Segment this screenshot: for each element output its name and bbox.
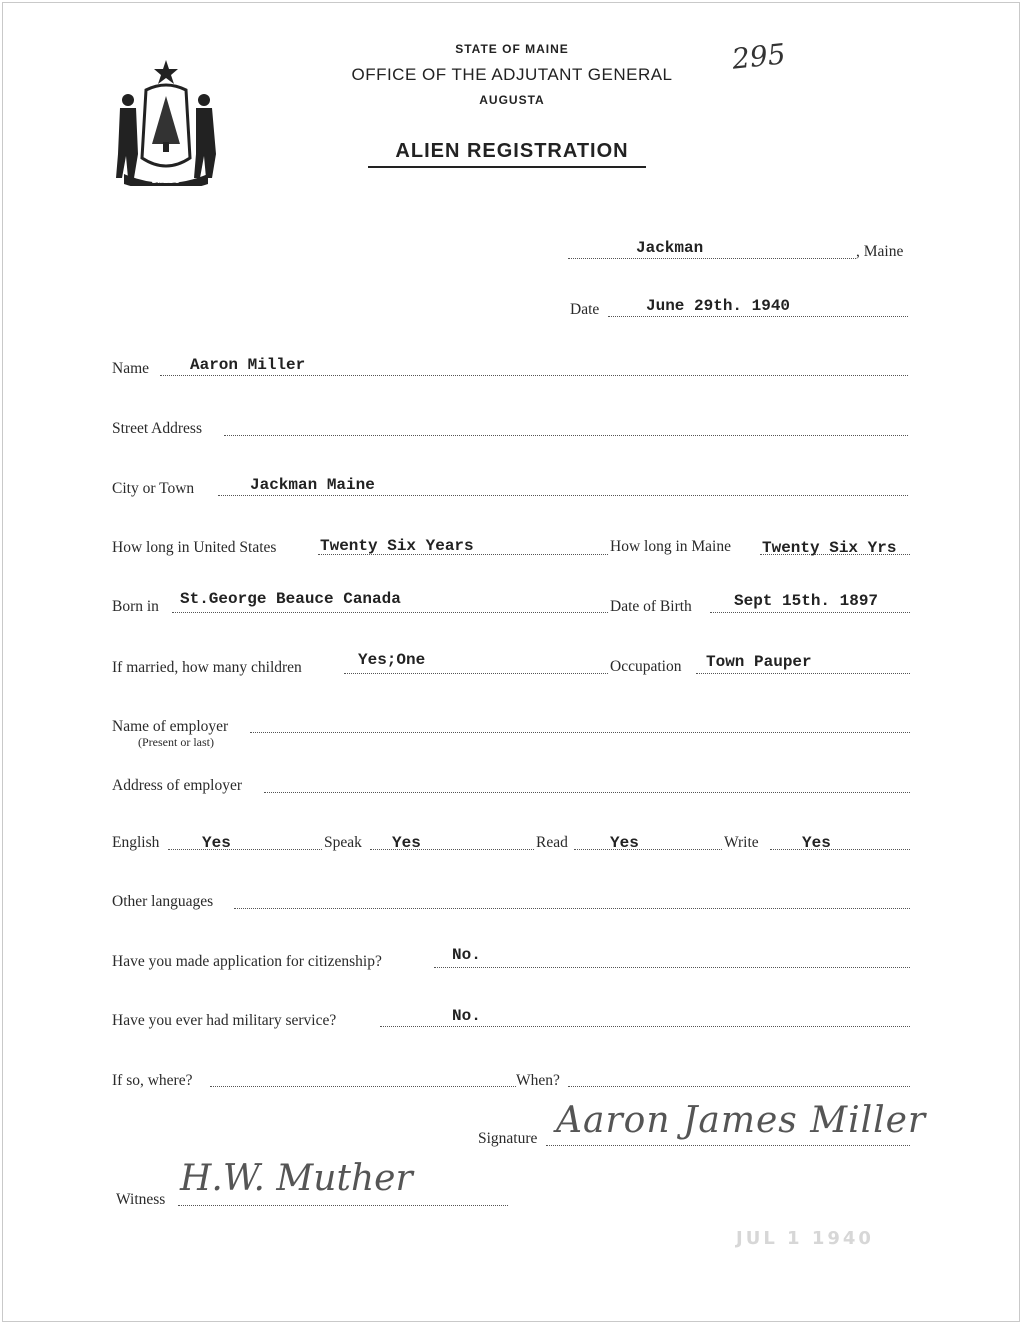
other-languages-label: Other languages: [112, 893, 214, 910]
place-value: Jackman: [636, 239, 704, 257]
signature-label: Signature: [478, 1130, 538, 1147]
married-value: Yes;One: [358, 651, 426, 669]
born-line: [172, 612, 608, 613]
signature-value: Aaron James Miller: [556, 1100, 927, 1141]
received-stamp: JUL 1 1940: [736, 1228, 874, 1249]
us-duration-label: How long in United States: [112, 539, 277, 556]
witness-value: H.W. Muther: [180, 1158, 413, 1199]
place-line: [568, 258, 856, 259]
married-line: [344, 673, 608, 674]
header-state: STATE OF MAINE: [455, 42, 569, 56]
city-value: Jackman Maine: [250, 476, 375, 494]
occupation-label: Occupation: [610, 658, 682, 675]
employer-label: Name of employer: [112, 718, 229, 735]
where-line: [210, 1086, 516, 1087]
write-line: [770, 849, 910, 850]
occupation-line: [696, 673, 910, 674]
date-value: June 29th. 1940: [646, 297, 791, 315]
when-label: When?: [516, 1072, 560, 1089]
write-label: Write: [724, 834, 759, 851]
military-line: [380, 1026, 910, 1027]
city-label: City or Town: [112, 480, 195, 497]
english-label: English: [112, 834, 160, 851]
employer-sublabel: (Present or last): [138, 735, 214, 749]
form-title: ALIEN REGISTRATION: [395, 140, 629, 162]
citizenship-value: No.: [452, 946, 481, 964]
speak-value: Yes: [392, 834, 421, 852]
maine-duration-label: How long in Maine: [610, 538, 731, 555]
maine-duration-value: Twenty Six Yrs: [762, 539, 897, 557]
witness-line: [178, 1205, 508, 1206]
occupation-value: Town Pauper: [706, 653, 812, 671]
street-label: Street Address: [112, 420, 202, 437]
dob-value: Sept 15th. 1897: [734, 592, 879, 610]
dob-label: Date of Birth: [610, 598, 692, 615]
write-value: Yes: [802, 834, 831, 852]
born-label: Born in: [112, 598, 159, 615]
street-line: [224, 435, 908, 436]
born-value: St.George Beauce Canada: [180, 590, 401, 608]
read-line: [574, 849, 722, 850]
dob-line: [710, 612, 910, 613]
speak-label: Speak: [324, 834, 362, 851]
signature-line: [546, 1145, 910, 1146]
header-city: AUGUSTA: [479, 93, 545, 107]
date-label: Date: [570, 301, 600, 318]
us-duration-value: Twenty Six Years: [320, 537, 474, 555]
citizenship-line: [434, 967, 910, 968]
where-label: If so, where?: [112, 1072, 193, 1089]
military-label: Have you ever had military service?: [112, 1012, 337, 1029]
place-suffix: , Maine: [856, 243, 904, 260]
title-underline: [368, 166, 646, 168]
read-value: Yes: [610, 834, 639, 852]
header-office: OFFICE OF THE ADJUTANT GENERAL: [351, 65, 673, 84]
read-label: Read: [536, 834, 568, 851]
employer-line: [250, 732, 910, 733]
handwritten-number: 295: [730, 37, 788, 76]
english-line: [168, 849, 322, 850]
other-languages-line: [234, 908, 910, 909]
employer-address-label: Address of employer: [112, 777, 242, 794]
citizenship-label: Have you made application for citizenship?: [112, 953, 382, 970]
witness-label: Witness: [116, 1191, 166, 1208]
name-line: [160, 375, 908, 376]
name-label: Name: [112, 360, 150, 377]
married-label: If married, how many children: [112, 659, 302, 676]
employer-address-line: [264, 792, 910, 793]
seal-motto: DIRIGO: [151, 176, 181, 185]
city-line: [218, 495, 908, 496]
name-value: Aaron Miller: [190, 356, 306, 374]
when-line: [568, 1086, 910, 1087]
date-line: [608, 316, 908, 317]
english-value: Yes: [202, 834, 231, 852]
military-value: No.: [452, 1007, 481, 1025]
